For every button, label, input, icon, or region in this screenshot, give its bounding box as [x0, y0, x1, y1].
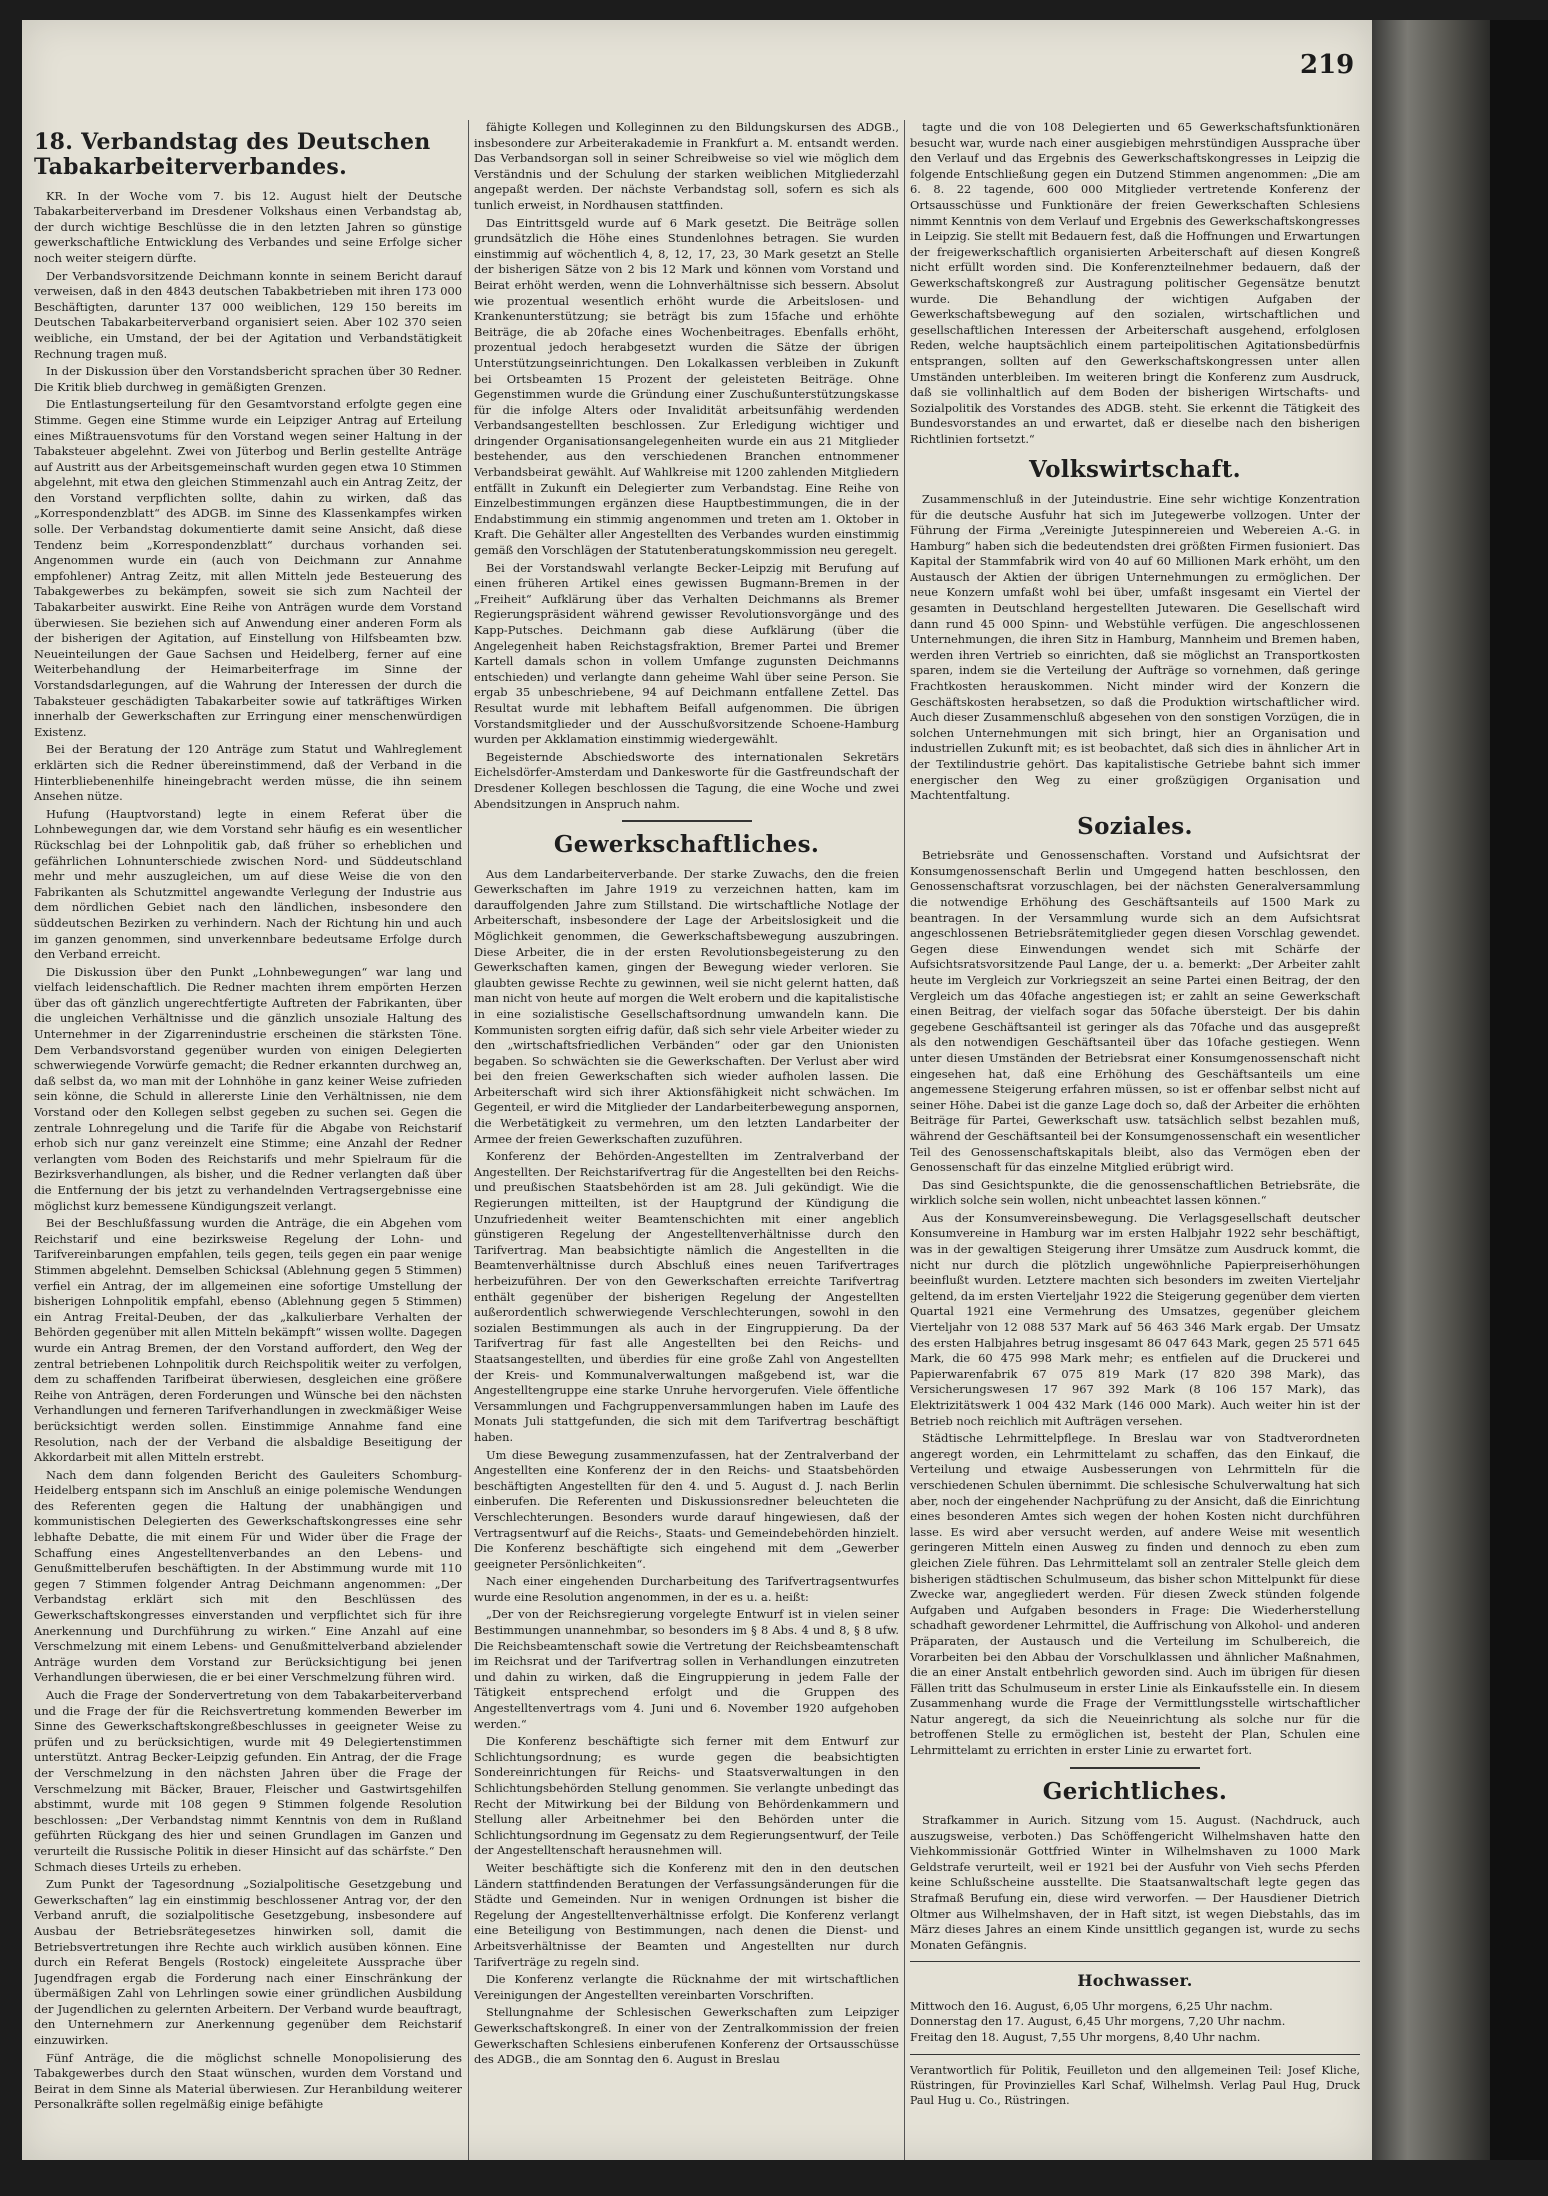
paragraph: Auch die Frage der Sondervertretung von dem Tabakarbeiterverband und die Frage der für die Reichsvertretung kommenden Bewerber im Sinne des Gewerkschaftskongreßbeschlusses in geeigneter Weise zu prüfen und zu berücksichtigen, wurde mit 49 Delegiertenstimmen unterstützt. Antrag Becker-Leipzig gefunden. Ein Antrag, der die Frage der Verschmelzung in den nächsten Jahren über die Frage der Verschmelzung mit Bäcker, Brauer, Fleischer und Gastwirtsgehilfen abstimmt, wurde mit 108 gegen 9 Stimmen folgende Resolution beschlossen: „Der Verbandstag nimmt Kenntnis von dem in Rußland geführten Rückgang des hier und seinen Grundlagen im Ganzen und verurteilt die Russische Politik in dieser Hinsicht auf das schärfste.“ Den Schmach dieses Urteils zu erheben.	[34, 1688, 462, 1874]
imprint	[910, 2063, 1360, 2108]
paragraph: Nach einer eingehenden Durcharbeitung des Tarifvertragsentwurfes wurde eine Resolution angenommen, in der es u. a. heißt:	[474, 1574, 899, 1604]
section-divider	[1070, 1767, 1200, 1769]
paragraph: tagte und die von 108 Delegierten und 65 Gewerkschaftsfunktionären besucht war, wurde nach einer ausgiebigen mehrstündigen Aussprache über den Verlauf und das Ergebnis des Gewerkschaftskongresses in Leipzig die folgende Entschließung gegen ein Dutzend Stimmen angenommen: „Die am 6. 8. 22 tagende, 600 000 Mitglieder vertretende Konferenz der Ortsausschüsse und Funktionäre der freien Gewerkschaften Schlesiens nimmt Kenntnis von dem Verlauf und Ergebnis des Gewerkschaftskongresses in Leipzig. Sie stellt mit Bedauern fest, daß die Hoffnungen und Erwartungen der freigewerkschaftlich organisierten Arbeiterschaft auf diesen Kongreß nicht erfüllt worden sind. Die Konferenzteilnehmer bedauern, daß der Gewerkschaftskongreß zur Austragung politischer Gegensätze benutzt wurde. Die Behandlung der wichtigen Aufgaben der Gewerkschaftsbewegung auf den sozialen, wirtschaftlichen und gesellschaftlichen Interessen der Arbeiterschaft ausgehend, erfolglosen Reden, welche hauptsächlich einem parteipolitischen Agitationsbedürfnis entsprangen, sollten auf den Gewerkschaftskongressen unter allen Umständen unterbleiben. Im weiteren bringt die Konferenz zum Ausdruck, daß sie vollinhaltlich auf dem Boden der bisherigen Wirtschafts- und Sozialpolitik des Vorstandes des ADGB. steht. Sie erkennt die Tätigkeit des Bundesvorstandes an und erwartet, daß er dieselbe nach den bisherigen Richtlinien fortsetzt.“	[910, 120, 1360, 446]
paragraph: Weiter beschäftigte sich die Konferenz mit den in den deutschen Ländern stattfindenden Beratungen der Verfassungsänderungen für die Städte und Gemeinden. Nur in wenigen Ordnungen ist bisher die Regelung der Angestelltenverhältnisse erfolgt. Die Konferenz verlangt eine Beteiligung von Bestimmungen, nach denen die Dienst- und Arbeitsverhältnisse der Beamten und Angestellten nur durch Tarifverträge zu regeln sind.	[474, 1860, 899, 1969]
section-divider	[910, 1961, 1360, 1962]
section-title-gerichtliches: Gerichtliches.	[1042, 1777, 1228, 1805]
paragraph: Um diese Bewegung zusammenzufassen, hat der Zentralverband der Angestellten eine Konferenz der in den Reichs- und Staatsbehörden beschäftigten Angestellten für den 4. und 5. August d. J. nach Berlin einberufen. Die Referenten und Diskussionsredner beleuchteten die Verschlechterungen. Besonders wurde darauf hingewiesen, daß der Vertragsentwurf auf die Reichs-, Staats- und Gemeindebehörden hinzielt. Die Konferenz beschäftigte sich eingehend mit dem „Gewerber geeigneter Persönlichkeiten“.	[474, 1447, 899, 1571]
section-title-volkswirtschaft: Volkswirtschaft.	[1029, 456, 1241, 484]
paragraph: Die Diskussion über den Punkt „Lohnbewegungen“ war lang und vielfach leidenschaftlich. Die Redner machten ihrem empörten Herzen über das oft gänzlich ungerechtfertigte Auftreten der Fabrikanten, über die ungleichen Verhältnisse und die gänzlich unsoziale Haltung des Unternehmer in der Zigarrenindustrie erscheinen die stärksten Töne. Dem Verbandsvorstand gegenüber wurden von einigen Delegierten schwerwiegende Vorwürfe gemacht; die Redner erkannten durchweg an, daß selbst da, wo man mit der Lohnhöhe in ganz keiner Weise zufrieden sein könne, die Schuld in allererste Linie den Verhältnissen, nie dem Vorstand oder den Kollegen selbst gegeben zu suchen sei. Gegen die zentrale Lohnregelung und die Tarife für die Abgabe von Reichstarif erhob sich nur ganz vereinzelt eine Stimme; eine Anzahl der Redner verlangten vom Boden des Reichstarifs und mehr Spielraum für die Bezirksverhandlungen, als bisher, und die Redner verlangten daß über die Entfernung der bis jetzt zu verhandelnden Vertragsergebnisse eine möglichst kurz bemessene Kündigungszeit verlangt.	[34, 964, 462, 1213]
article-body-continued-right	[910, 120, 1360, 447]
paragraph: Der Verbandsvorsitzende Deichmann konnte in seinem Bericht darauf verweisen, daß in den 4843 deutschen Tabakbetrieben mit ihren 173 000 Beschäftigten, darunter 137 000 weiblichen, 129 150 bereits im Deutschen Tabakarbeiterverband organisiert seien. Aber 102 370 seien weibliche, ein Umstand, der bei der Agitation und Verbandstätigkeit Rechnung tragen muß.	[34, 268, 462, 361]
paragraph: fähigte Kollegen und Kolleginnen zu den Bildungskursen des ADGB., insbesondere zur Arbeiterakademie in Frankfurt a. M. entsandt werden. Das Verbandsorgan soll in seiner Schreibweise so viel wie möglich dem Verständnis und der Schulung der starken weiblichen Mitgliederzahl angepaßt werden. Der nächste Verbandstag soll, sofern es sich als tunlich erweist, in Nordhausen stattfinden.	[474, 120, 899, 212]
paragraph: Nach dem dann folgenden Bericht des Gauleiters Schomburg-Heidelberg entspann sich im Anschluß an einige polemische Wendungen des Referenten gegen die Haltung der unabhängigen und kommunistischen Delegierten des Gewerkschaftskongresses eine sehr lebhafte Debatte, die mit einem Für und Wider über die Frage der Schaffung eines Angestelltenverbandes an den Lebens- und Genußmittelberufen beschäftigten. In der Abstimmung wurde mit 110 gegen 7 Stimmen folgender Antrag Deichmann angenommen: „Der Verbandstag erklärt sich mit den Beschlüssen des Gewerkschaftskongresses einverstanden und verpflichtet sich für ihre Anerkennung und Durchführung zu wirken.“ Eine Anzahl auf eine Verschmelzung mit einem Lebens- und Genußmittelverband abzielender Anträge wurden dem Vorstand zur Berücksichtigung bei jenen Verhandlungen überwiesen, die er bei einer Verschmelzung führen wird.	[34, 1467, 462, 1685]
section-title-hochwasser: Hochwasser.	[1077, 1971, 1193, 1991]
paragraph: Konferenz der Behörden-Angestellten im Zentralverband der Angestellten. Der Reichstarifvertrag für die Angestellten bei den Reichs- und preußischen Staatsbehörden ist am 28. Juli gekündigt. Wie die Regierungen mitteilten, ist der Hauptgrund der Kündigung die Unzufriedenheit weiter Beamtenschichten mit einer angeblich günstigeren Regelung der Angestelltenverhältnisse durch den Tarifvertrag. Man beabsichtigte nämlich die Angestellten in die Beamtenverhältnisse durch Abschluß eines neuen Tarifvertrages herbeizuführen. Der von den Gewerkschaften erreichte Tarifvertrag enthält gegenüber der bisherigen Regelung der Angestellten außerordentlich schwerwiegende Verschlechterungen, sowohl in den sozialen Bestimmungen als auch in der Eingruppierung. Da der Tarifvertrag für fast alle Angestellten bei den Reichs- und Staatsangestellten, und überdies für eine große Zahl von Angestellten der Kreis- und Kommunalverwaltungen maßgebend ist, war die Angestelltengruppe eine starke Unruhe hervorgerufen. Viele öffentliche Versammlungen und Fachgruppenversammlungen haben im Laufe des Monats Juli stattgefunden, die sich mit dem Tarifvertrag beschäftigt haben.	[474, 1149, 899, 1444]
imprint-line: Verantwortlich für Politik, Feuilleton und den allgemeinen Teil: Josef Kliche, Rüstringen, für Provinzielles Karl Schaf, Wilhelmsh. Verlag Paul Hug, Druck Paul Hug u. Co., Rüstringen.	[910, 2063, 1360, 2107]
tide-line: Freitag den 18. August, 7,55 Uhr morgens, 8,40 Uhr nachm.	[910, 2030, 1261, 2045]
paragraph: In der Diskussion über den Vorstandsbericht sprachen über 30 Redner. Die Kritik blieb durchweg in gemäßigten Grenzen.	[34, 364, 462, 394]
column-left	[34, 120, 462, 2160]
paragraph: Zusammenschluß in der Juteindustrie. Eine sehr wichtige Konzentration für die deutsche Ausfuhr hat sich im Jutegewerbe vollzogen. Unter der Führung der Firma „Vereinigte Jutespinnereien und Webereien A.-G. in Hamburg“ haben sich die bedeutendsten drei größten Firmen fusioniert. Das Kapital der Stammfabrik wird von 40 auf 60 Millionen Mark erhöht, um den Austausch der Aktien der übrigen Unternehmungen zu ermöglichen. Der neue Konzern umfaßt wohl bei über, umfaßt insgesamt ein Viertel der gesamten in Deutschland hergestellten Jutewaren. Die Gesellschaft wird dann rund 45 000 Spinn- und Webstühle verfügen. Die angeschlossenen Unternehmungen, die ihren Sitz in Hamburg, Mannheim und Bremen haben, werden ihren Vertrieb so einrichten, daß sie möglichst an Transportkosten sparen, indem sie die Verteilung der Aufträge so vornehmen, daß geringe Frachtkosten herauskommen. Nicht minder wird der Konzern die Geschäftskosten herabsetzen, so daß die Produktion wirtschaftlicher wird. Auch dieser Zusammenschluß abgesehen von den sonstigen Vorzügen, die in solchen Unternehmungen mit sich bringt, hier an Organisation und industriellen Zukunft mit; es ist beobachtet, daß sich dies in ähnlicher Art in der Textilindustrie gehört. Das kapitalistische Getriebe bahnt sich immer energischer den Weg zu einer großzügigen Organisation und Machtentfaltung.	[910, 491, 1360, 803]
paragraph: Bei der Beschlußfassung wurden die Anträge, die ein Abgehen vom Reichstarif und eine bezirksweise Regelung der Lohn- und Tarifvereinbarungen empfahlen, teils gegen, teils gegen ein paar wenige Stimmen abgelehnt. Demselben Schicksal (Ablehnung gegen 5 Stimmen) verfiel ein Antrag, der im allgemeinen eine sofortige Umstellung der bisherigen Lohnpolitik empfahl, ebenso (Ablehnung gegen 5 Stimmen) ein Antrag Freital-Deuben, der das „kalkulierbare Verhalten der Behörden gegenüber mit allen Mitteln bekämpft“ wissen wollte. Dagegen wurde ein Antrag Bremen, der den Vorstand auffordert, den Weg der zentral betriebenen Lohnpolitik durch Reichspolitik weiter zu verfolgen, dem zu schaffenden Tarifbeirat überwiesen, desgleichen eine größere Reihe von Anträgen, deren Forderungen und Wünsche bei den nächsten Verhandlungen und ferneren Tarifverhandlungen in zweckmäßiger Weise berücksichtigt werden sollen. Einstimmige Annahme fand eine Resolution, nach der der Verband die alsbaldige Beseitigung der Akkordarbeit mit allen Mitteln erstrebt.	[34, 1216, 462, 1465]
paragraph: Die Konferenz beschäftigte sich ferner mit dem Entwurf zur Schlichtungsordnung; es wurde gegen die beabsichtigten Sondereinrichtungen für Reichs- und Staatsverwaltungen in den Schlichtungsbehörden Stellung genommen. Sie verlangte unbedingt das Recht der Mitwirkung bei der Bildung von Behördenkammern und Stellung aller Arbeitnehmer bei den Behörden unter die Schlichtungsordnung im Gegensatz zu dem Regierungsentwurf, der Teile der Angestelltenschaft herausnehmen will.	[474, 1734, 899, 1858]
article-headline: 18. Verbandstag des Deutschen Tabakarbeiterverbandes.	[34, 129, 431, 181]
paragraph: Bei der Vorstandswahl verlangte Becker-Leipzig mit Berufung auf einen früheren Artikel eines gewissen Bugmann-Bremen in der „Freiheit“ Aufklärung über das Verhalten Deichmanns als Bremer Regierungspräsident während gewisser Revolutionsvorgänge und des Kapp-Putsches. Deichmann gab diese Aufklärung (über die Angelegenheit haben Reichstagsfraktion, Bremer Partei und Bremer Kartell damals schon in vollem Umfange zugunsten Deichmanns entschieden) und verlangte dann geheime Wahl über seine Person. Sie ergab 35 unbeschriebene, 94 auf Deichmann entfallene Zettel. Das Resultat wurde mit lebhaftem Beifall aufgenommen. Die übrigen Vorstandsmitglieder und der Ausschußvorsitzende Schoene-Hamburg wurden per Akklamation einstimmig wiedergewählt.	[474, 560, 899, 747]
paragraph: Strafkammer in Aurich. Sitzung vom 15. August. (Nachdruck, auch auszugsweise, verboten.) Das Schöffengericht Wilhelmshaven hatte den Viehkommissionär Gottfried Winter in Wilhelmshaven zu 1000 Mark Geldstrafe verurteilt, weil er 1921 bei der Ausfuhr von Vieh sechs Pferden keine Schlußscheine ausstellte. Die Staatsanwaltschaft legte gegen das Strafmaß Berufung ein, diese wird verworfen. — Der Hausdiener Dietrich Oltmer aus Wilhelmshaven, der in Haft sitzt, ist wegen Diebstahls, das im März dieses Jahres an einem Kinde unsittlich gegangen ist, wurde zu sechs Monaten Gefängnis.	[910, 1813, 1360, 1952]
section-title-gewerkschaftliches: Gewerkschaftliches.	[553, 831, 820, 859]
paragraph: KR. In der Woche vom 7. bis 12. August hielt der Deutsche Tabakarbeiterverband im Dresdener Volkshaus einen Verbandstag ab, der durch wichtige Beschlüsse die in den letzten Jahren so günstige gewerkschaftliche Entwicklung des Verbandes und seine Erfolge sicher noch weiter steigern dürfte.	[34, 188, 462, 265]
paragraph: Die Entlastungserteilung für den Gesamtvorstand erfolgte gegen eine Stimme. Gegen eine Stimme wurde ein Leipziger Antrag auf Erteilung eines Mißtrauensvotums für den Vorstand wegen seiner Haltung in der Tabaksteuer abgelehnt. Zwei von Jüterbog und Berlin gestellte Anträge auf Austritt aus der Arbeitsgemeinschaft wurden gegen etwa 10 Stimmen abgelehnt, mit etwa den gleichen Stimmenzahl auch ein Antrag Zeitz, der den Vorstand verpflichten sollte, dahin zu wirken, daß das „Korrespondenzblatt“ des ADGB. im Sinne des Klassenkampfes wirken solle. Der Verbandstag dokumentierte damit seine Ansicht, daß diese Tendenz beim „Korrespondenzblatt“ durchaus vorhanden sei. Angenommen wurde ein (auch von Deichmann zur Annahme empfohlener) Antrag Zeitz, mit allen Mitteln jede Besteuerung des Tabakgewerbes zu bekämpfen, soweit sie sich zum Nachteil der Tabakarbeiter auswirkt. Eine Reihe von Anträgen wurde dem Vorstand überwiesen. Sie beziehen sich auf Anwendung einer anderen Form als der bisherigen der Agitation, auf Einstellung von Hilfsbeamten bzw. Neueinteilungen der Gaue Sachsen und Heidelberg, ferner auf eine Weiterbehandlung der Heimarbeiterfrage im Sinne der Vorstandsdarlegungen, auf die Wahrung der Interessen der durch die Tabaksteuer geschädigten Tabakarbeiter sowie auf tatkräftiges Wirken innerhalb der Gewerkschaften zur Erringung einer menschenwürdigen Existenz.	[34, 397, 462, 739]
section-divider	[622, 820, 752, 822]
column-middle	[474, 120, 899, 2160]
section-divider	[910, 2054, 1360, 2055]
tide-table	[910, 1999, 1360, 2046]
tide-line: Mittwoch den 16. August, 6,05 Uhr morgens, 6,25 Uhr nachm.	[910, 1998, 1273, 2013]
book-binding	[1372, 20, 1490, 2160]
section-body-soziales	[910, 848, 1360, 1758]
page-number: 219	[1300, 50, 1355, 80]
paragraph: Bei der Beratung der 120 Anträge zum Statut und Wahlreglement erklärten sich die Redner übereinstimmend, daß der Verband in die Hinterbliebenenhilfe hineingebracht werden müsse, die ihn seinem Ansehen nütze.	[34, 742, 462, 804]
paragraph: Die Konferenz verlangte die Rücknahme der mit wirtschaftlichen Vereinigungen der Angestellten vereinbarten Vorschriften.	[474, 1972, 899, 2002]
binding-edge	[1490, 20, 1548, 2160]
section-title-soziales: Soziales.	[1077, 812, 1193, 840]
section-body-gerichtliches	[910, 1813, 1360, 1953]
section-body-gewerkschaftliches	[474, 867, 899, 2068]
paragraph: Zum Punkt der Tagesordnung „Sozialpolitische Gesetzgebung und Gewerkschaften“ lag ein einstimmig beschlossener Antrag vor, der den Verband anruft, die sozialpolitische Gesetzgebung, insbesondere auf Ausbau der Betriebsrätegesetzes hinwirken soll, damit die Betriebsvertretungen ihre Rechte auch wirklich ausüben können. Eine durch ein Referat Bengels (Rostock) eingeleitete Aussprache über Jugendfragen ergab die Forderung nach einer Einschränkung der übermäßigen Zahl von Lehrlingen sowie einer gründlichen Ausbildung der Jugendlichen zu gelernten Arbeitern. Der Verband wurde beauftragt, den Unternehmern zur Anerkennung gegenüber dem Reichstarif einzuwirken.	[34, 1877, 462, 2048]
paragraph: Das sind Gesichtspunkte, die die genossenschaftlichen Betriebsräte, die wirklich solche sein wollen, nicht unbeachtet lassen können.“	[910, 1177, 1360, 1208]
newspaper-page	[22, 20, 1372, 2160]
tide-line: Donnerstag den 17. August, 6,45 Uhr morgens, 7,20 Uhr nachm.	[910, 2014, 1286, 2029]
paragraph: Betriebsräte und Genossenschaften. Vorstand und Aufsichtsrat der Konsumgenossenschaft Berlin und Umgegend hatten beschlossen, den Genossenschaftsrat vorzuschlagen, bei der nächsten Generalversammlung die notwendige Erhöhung des Geschäftsanteils auf 1500 Mark zu beantragen. In der Versammlung wurde sich an dem Aufsichtsrat angeschlossenen Betriebsrätemitglieder gegen diesen Vorschlag gewendet. Gegen diese Einwendungen wendet sich mit Schärfe der Aufsichtsratsvorsitzende Paul Lange, der u. a. bemerkt: „Der Arbeiter zahlt heute im Vergleich zur Vorkriegszeit an seine Partei einen Beitrag, der den Vergleich um das 40fache angestiegen ist; er zahlt an seine Gewerkschaft einen Beitrag, der vielfach sogar das 50fache übersteigt. Der bis dahin gegebene Geschäftsanteil ist geringer als das 70fache und das ausgepreßt als den notwendigen Geschäftsanteil über das 10fache gestiegen. Wenn unter diesen Umständen der Betriebsrat einer Konsumgenossenschaft nicht eingesehen hat, daß eine Erhöhung des Geschäftsanteils um eine angemessene Steigerung erfahren müssen, so ist er offenbar selbst nicht auf seiner Höhe. Dabei ist die ganze Lage doch so, daß der Arbeiter die erhöhten Beiträge für Partei, Gewerkschaft usw. tatsächlich selbst bezahlen muß, während der Geschäftsanteil bei der Konsumgenossenschaft ein wesentlicher Teil des Genossenschaftskapitals bleibt, also das Vermögen eben der Genossenschaft für das einzelne Mitglied erübrigt wird.	[910, 848, 1360, 1175]
article-body-continued	[474, 120, 899, 812]
paragraph: Hufung (Hauptvorstand) legte in einem Referat über die Lohnbewegungen dar, wie dem Vorstand sehr häufig es ein wesentlicher Rückschlag bei der Lohnpolitik gab, daß früher so erheblichen und gefährlichen Lohnunterschiede zwischen Nord- und Süddeutschland mehr und mehr auszugleichen, um auf diese Weise die von den Fabrikanten als Schutzmittel angewandte Verlegung der Industrie aus dem nördlichen Gebiet nach den ländlichen, insbesondere den süddeutschen Bezirken zu verhindern. Nach der Richtung hin und auch im ganzen genommen, sind unverkennbare bedeutsame Erfolge durch den Verband erreicht.	[34, 806, 462, 962]
paragraph: Das Eintrittsgeld wurde auf 6 Mark gesetzt. Die Beiträge sollen grundsätzlich die Höhe eines Stundenlohnes betragen. Sie wurden einstimmig auf wöchentlich 4, 8, 12, 17, 23, 30 Mark gesetzt an Stelle der bisherigen Sätze von 2 bis 12 Mark und können vom Vorstand und Beirat erhöht werden, wenn die Lohnverhältnisse sich bessern. Absolut wie prozentual wesentlich erhöht wurde die Arbeitslosen- und Krankenunterstützung; sie beträgt bis zum 15fache und erhöhte Beiträge, die ab 20fache eines Wochenbeitrages. Ebenfalls erhöht, prozentual jedoch herabgesetzt wurden die Sätze der übrigen Unterstützungseinrichtungen. Den Lokalkassen verbleiben in Zukunft bei Ortsbeamten 15 Prozent der geleisteten Beiträge. Ohne Gegenstimmen wurde die Gründung einer Zuschußunterstützungskasse für die infolge Alters oder Invalidität arbeitsunfähig werdenden Verbandsangestellten beschlossen. Zur Erledigung wichtiger und dringender Organisationsangelegenheiten wurde ein aus 21 Mitglieder bestehender, aus den verschiedenen Branchen entnommener Verbandsbeirat gewählt. Auf Wahlkreise mit 1200 zahlenden Mitgliedern entfällt in Zukunft ein Delegierter zum Verbandstag. Eine Reihe von Einzelbestimmungen ergänzen diese Hauptbestimmungen, die in der Endabstimmung ein stimmig angenommen und treten am 1. Oktober in Kraft. Die Gehälter aller Angestellten des Verbandes wurden einstimmig gemäß den Vorschlägen der Statutenberatungskommission neu geregelt.	[474, 215, 899, 558]
article-body	[34, 189, 462, 2113]
column-right	[910, 120, 1360, 2160]
paragraph: Städtische Lehrmittelpflege. In Breslau war von Stadtverordneten angeregt worden, ein Lehrmittelamt zu schaffen, das den Einkauf, die Verteilung und etwaige Ausbesserungen von Lehrmitteln für die verschiedenen Schulen übernimmt. Die schlesische Schulverwaltung hat sich aber, noch der eingehender Nachprüfung zu der Ansicht, daß die Einrichtung eines besonderen Amtes sich wegen der hohen Kosten nicht durchführen lasse. Es wird aber versucht werden, auf andere Weise mit wesentlich geringeren Mitteln einen Ausweg zu finden und dennoch zu eben zum gleichen Ziele führen. Das Lehrmittelamt soll an zentraler Stelle gleich dem bisherigen städtischen Schulmuseum, das bisher schon Mittelpunkt für diese Zwecke war, angegliedert werden. Für diesen Zweck stünden folgende Aufgaben und Aufgaben besonders in Frage: Die Wiederherstellung schadhaft gewordener Lehrmittel, die Auffrischung von Alkohol- und anderen Präparaten, der Austausch und die Verteilung im Schulbereich, die Vorarbeiten bei den Abbau der Vorschulklassen und ähnlicher Maßnahmen, die an einer Anstalt entbehrlich geworden sind. Auch im übrigen für diesen Fällen tritt das Schulmuseum in erster Linie als Einkaufsstelle ein. In diesem Zusammenhang wurde die Frage der Vermittlungsstelle wirtschaftlicher Natur angeregt, da sich die Neueinrichtung als solche nur für die betroffenen Stelle zu ermöglichen ist, besteht der Plan, Schulen eine Lehrmittelamt zu errichten in erster Linie zu erwartet fort.	[910, 1431, 1360, 1758]
column-rule	[904, 120, 905, 2160]
paragraph: Aus dem Landarbeiterverbande. Der starke Zuwachs, den die freien Gewerkschaften im Jahre 1919 zu verzeichnen hatten, kam im darauffolgenden Jahre zum Stillstand. Die wirtschaftliche Notlage der Arbeiterschaft, insbesondere der Lage der Arbeitslosigkeit und die Möglichkeit genommen, die Gewerkschaftsbewegung auszubringen. Diese Arbeiter, die in der ersten Revolutionsbegeisterung zu den Gewerkschaften kamen, gingen der Bewegung wieder verloren. Sie glaubten gewisse Rechte zu gewinnen, weil sie nicht gelernt hatten, daß man nicht von heute auf morgen die Welt erobern und die kapitalistische in eine sozialistische Gesellschaftsordnung umwandeln kann. Die Kommunisten sorgten eifrig dafür, daß sich sehr viele Arbeiter wieder zu den „wirtschaftsfriedlichen Verbänden“ oder gar den Unionisten begaben. So schwächten sie die Gewerkschaften. Der Verlust aber wird bei den freien Gewerkschaften sich wieder aufholen lassen. Die Arbeiterschaft wird sich ihrer Aktionsfähigkeit nicht schwächen. Im Gegenteil, er wird die Mitglieder der Landarbeiterbewegung anspornen, die Werbetätigkeit zu vermehren, um den letzten Landarbeiter der Armee der freien Gewerkschaften zuzuführen.	[474, 866, 899, 1146]
paragraph: Stellungnahme der Schlesischen Gewerkschaften zum Leipziger Gewerkschaftskongreß. In einer von der Zentralkommission der freien Gewerkschaften Schlesiens einberufenen Konferenz der Ortsausschüsse des ADGB., die am Sonntag den 6. August in Breslau	[474, 2005, 899, 2067]
paragraph: Fünf Anträge, die die möglichst schnelle Monopolisierung des Tabakgewerbes durch den Staat wünschen, wurden dem Vorstand und Beirat in dem Sinne als Material überwiesen. Zur Heranbildung weiterer Personalkräfte sollen regelmäßig einige befähigte	[34, 2050, 462, 2112]
paragraph: Aus der Konsumvereinsbewegung. Die Verlagsgesellschaft deutscher Konsumvereine in Hamburg war im ersten Halbjahr 1922 sehr beschäftigt, was in der gewaltigen Steigerung ihrer Umsätze zum Ausdruck kommt, die nicht nur durch die plötzlich ungewöhnliche Papierpreiserhöhungen beeinflußt wurden. Letztere machten sich besonders im zweiten Vierteljahr geltend, da im ersten Vierteljahr 1922 die Steigerung gegenüber dem vierten Quartal 1921 eine Vermehrung des Umsatzes, gegenüber gleichem Vierteljahr von 12 088 537 Mark auf 56 463 346 Mark ergab. Der Umsatz des ersten Halbjahres betrug insgesamt 86 047 643 Mark, gegen 25 571 645 Mark, die 60 475 998 Mark mehr; es entfielen auf die Druckerei und Papierwarenfabrik 67 075 819 Mark (17 820 398 Mark), das Versicherungswesen 17 967 392 Mark (8 106 157 Mark), das Elektrizitätswerk 1 004 432 Mark (146 000 Mark). Auch weiter hin ist der Betrieb noch reichlich mit Aufträgen versehen.	[910, 1210, 1360, 1428]
paragraph: „Der von der Reichsregierung vorgelegte Entwurf ist in vielen seiner Bestimmungen unannehmbar, so besonders im § 8 Abs. 4 und 8, § 8 ufw. Die Reichsbeamtenschaft sowie die Vertretung der Reichsbeamtenschaft im Reichsrat und der Tarifvertrag sollen in Verhandlungen einzutreten und dahin zu wirken, daß die Eingruppierung in jedem Falle der Tätigkeit entsprechend erfolgt und die Gruppen des Angestelltenvertrags vom 4. Juni und 6. November 1920 aufgehoben werden.“	[474, 1607, 899, 1731]
section-body-volkswirtschaft	[910, 492, 1360, 804]
column-rule	[468, 120, 469, 2160]
paragraph: Begeisternde Abschiedsworte des internationalen Sekretärs Eichelsdörfer-Amsterdam und Dankesworte für die Gastfreundschaft der Dresdener Kollegen beschlossen die Tagung, die eine Woche und zwei Abendsitzungen in Anspruch nahm.	[474, 749, 899, 811]
